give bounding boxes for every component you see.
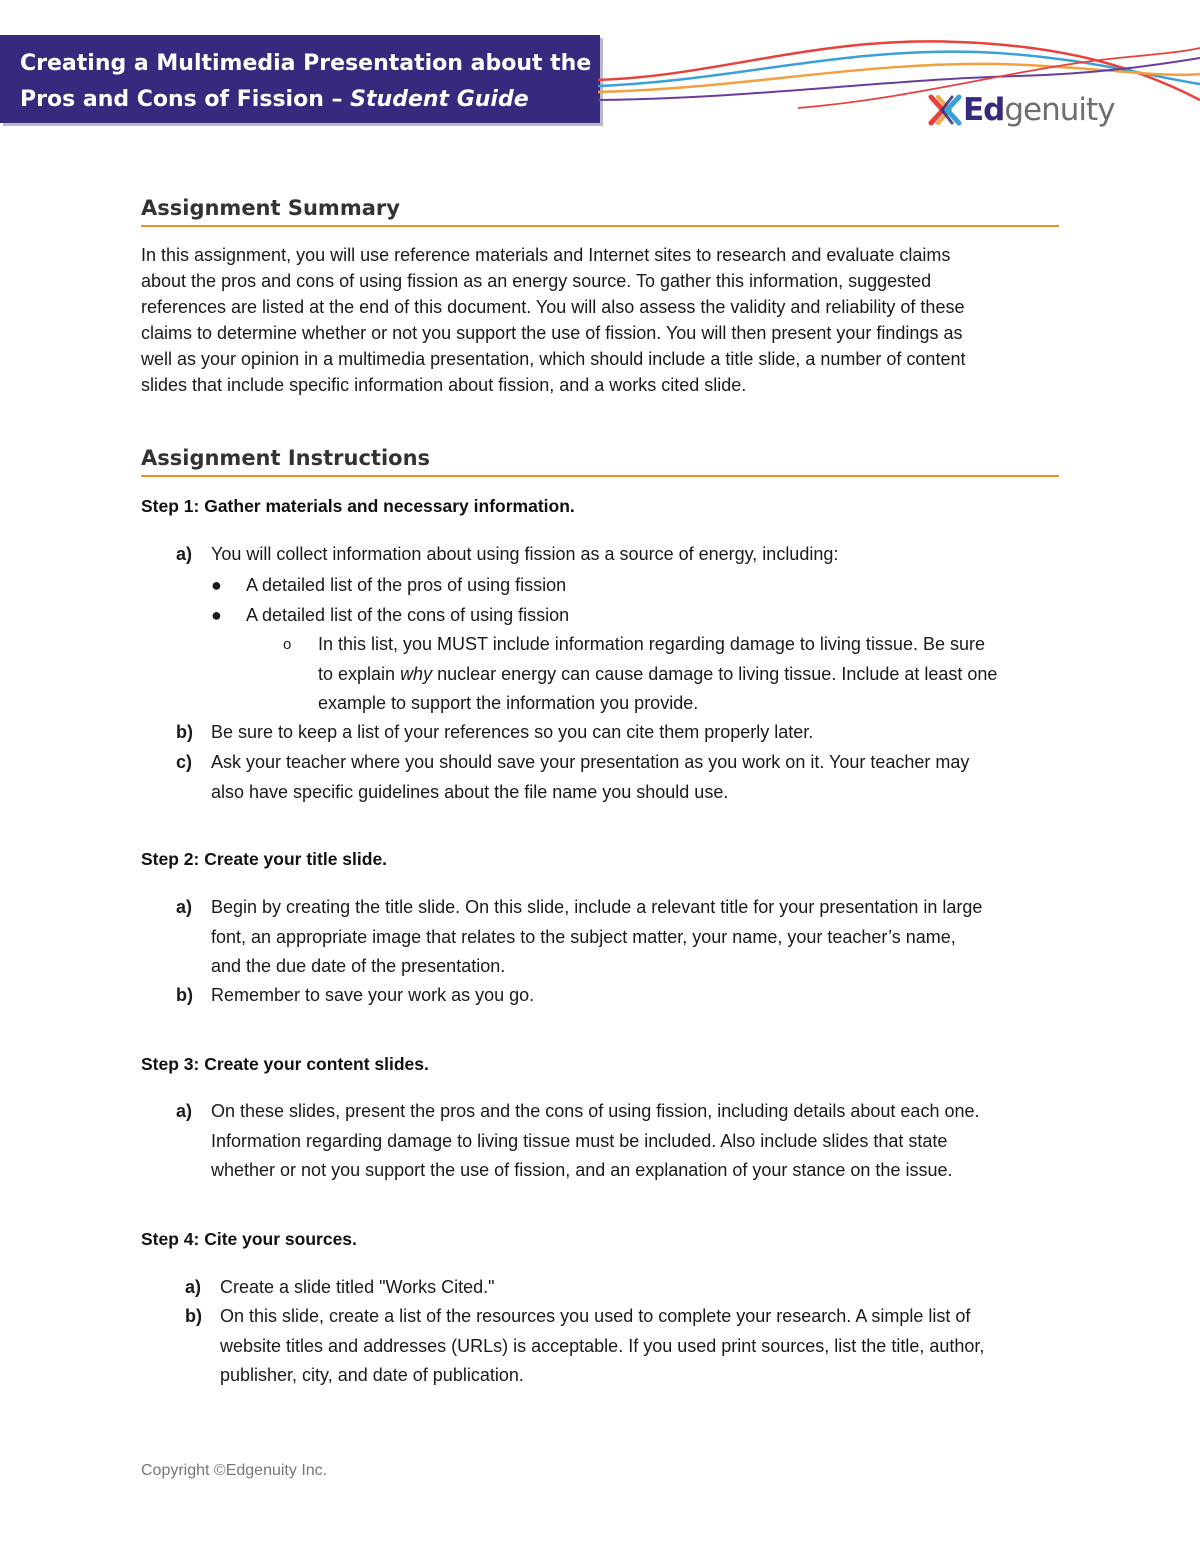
item-label: a) (176, 1101, 193, 1121)
step-2-title: Step 2: Create your title slide. (141, 849, 388, 869)
sub-line-em: why (400, 663, 433, 684)
item-line: whether or not you support the use of fission, and an explanation of your stance on the issue. (211, 1160, 953, 1180)
title-banner (0, 35, 600, 123)
item-text: You will collect information about using fission as a source of energy, including: (211, 544, 839, 564)
step-1-bullet-pros (211, 570, 566, 600)
title-line-2 (20, 87, 529, 112)
item-label: b) (176, 985, 193, 1005)
step-1-item-a (176, 540, 1076, 570)
step-1-title: Step 1: Gather materials and necessary information. (141, 496, 575, 516)
copyright-footer: Copyright ©Edgenuity Inc. (141, 1462, 328, 1479)
item-text: Be sure to keep a list of your references so you can cite them properly later. (211, 722, 814, 742)
item-line: Ask your teacher where you should save your presentation as you work on it. Your teacher may (211, 752, 970, 772)
instructions-heading: Assignment Instructions (141, 446, 1059, 477)
item-line: font, an appropriate image that relates to the subject matter, your name, your teacher’s name, (211, 926, 956, 947)
step-3-item-a (176, 1097, 1076, 1186)
step-3-title: Step 3: Create your content slides. (141, 1054, 429, 1074)
step-4-title: Step 4: Cite your sources. (141, 1229, 357, 1249)
step-2-item-b (176, 981, 1076, 1011)
logo-text-bold: Ed (963, 92, 1005, 128)
item-text (220, 1302, 1075, 1391)
summary-line: claims to determine whether or not you support the use of fission. You will then present your findings as (141, 323, 963, 343)
title-line-1: Creating a Multimedia Presentation about the (20, 51, 592, 76)
sub-item-line: example to support the information you provide. (318, 693, 699, 713)
logo-text (963, 92, 1115, 128)
summary-line: In this assignment, you will use reference materials and Internet sites to research and evaluate claims (141, 245, 951, 265)
step-1-item-c (176, 748, 1076, 807)
logo-text-rest: genuity (1004, 92, 1115, 128)
item-text: Create a slide titled "Works Cited." (220, 1277, 495, 1297)
step-4-item-b (185, 1302, 1075, 1391)
item-line: Information regarding damage to living tissue must be included. Also include slides that state (211, 1130, 948, 1151)
item-label: c) (176, 752, 193, 772)
item-label: a) (185, 1277, 202, 1297)
sub-item-text (318, 630, 1073, 719)
bullet-dot-icon: ● (211, 575, 222, 595)
title-line-2-em: Student Guide (350, 87, 529, 112)
step-4-item-a (185, 1273, 1075, 1303)
bullet-text: A detailed list of the pros of using fission (246, 575, 567, 595)
summary-line: references are listed at the end of this document. You will also assess the validity and reliability of these (141, 297, 965, 317)
item-line: On this slide, create a list of the resources you used to complete your research. A simple list of (220, 1306, 971, 1326)
item-line: Begin by creating the title slide. On this slide, include a relevant title for your presentation in large (211, 897, 983, 917)
edgenuity-x-logo-icon (928, 93, 962, 127)
sub-line-post: nuclear energy can cause damage to living tissue. Include at least one (432, 663, 998, 684)
sub-item-line (318, 660, 1073, 690)
summary-line: about the pros and cons of using fission as an energy source. To gather this information, suggested (141, 271, 932, 291)
item-text (211, 1097, 1076, 1186)
step-2-item-a (176, 893, 1076, 982)
item-line: and the due date of the presentation. (211, 956, 506, 976)
sub-item-line: In this list, you MUST include information regarding damage to living tissue. Be sure (318, 634, 985, 654)
summary-heading: Assignment Summary (141, 196, 1059, 227)
title-line-2-main: Pros and Cons of Fission – (20, 87, 351, 112)
item-text: Remember to save your work as you go. (211, 985, 535, 1005)
sub-marker: o (283, 636, 292, 653)
summary-line: slides that include specific information about fission, and a works cited slide. (141, 375, 747, 395)
summary-paragraph (141, 242, 1061, 398)
item-line: publisher, city, and date of publication. (220, 1365, 524, 1385)
item-label: b) (176, 722, 193, 742)
step-1-item-b (176, 718, 1076, 748)
step-1-bullet-cons (211, 600, 569, 630)
item-line: also have specific guidelines about the file name you should use. (211, 781, 729, 802)
sub-line-pre: to explain (318, 663, 401, 684)
bullet-dot-icon: ● (211, 605, 222, 625)
item-text (211, 893, 1076, 982)
step-1-sub-item (283, 630, 1073, 719)
wave-blue (598, 52, 1200, 86)
item-text (211, 748, 1076, 807)
edgenuity-logo (928, 92, 1115, 128)
item-label: b) (185, 1306, 202, 1326)
item-label: a) (176, 897, 193, 917)
item-line: On these slides, present the pros and the cons of using fission, including details about each one. (211, 1101, 980, 1121)
item-line: website titles and addresses (URLs) is acceptable. If you used print sources, list the title, author, (220, 1335, 985, 1356)
item-label: a) (176, 544, 193, 564)
bullet-text: A detailed list of the cons of using fission (246, 605, 570, 625)
summary-line: well as your opinion in a multimedia presentation, which should include a title slide, a number of content (141, 349, 966, 369)
